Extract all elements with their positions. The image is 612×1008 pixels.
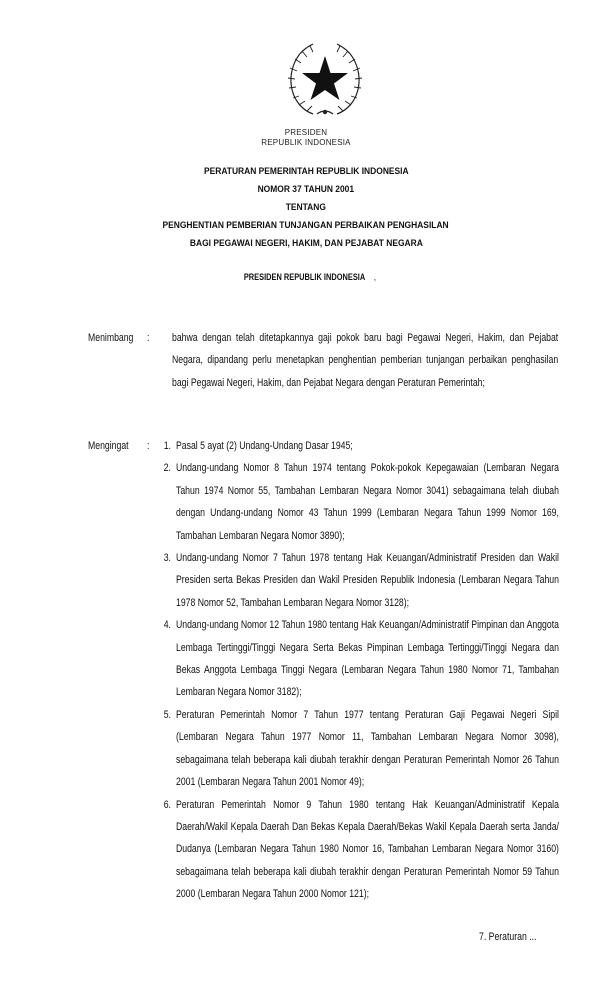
item-text: Undang-undang Nomor 7 Tahun 1978 tentang Hak Keuangan/Administratif Presiden dan Wakil Presiden serta Bekas Presiden dan Wakil Presiden Republik Indonesia (Lembaran Negara Tahun 1978 Nomor 52, Tambahan Lembaran Negara Nomor 3128); xyxy=(176,552,559,609)
item-number: 1. xyxy=(163,440,171,452)
doc-title-subject-line2: BAGI PEGAWAI NEGERI, HAKIM, DAN PEJABAT NEGARA xyxy=(189,238,423,249)
doc-title-subject-line1: PENGHENTIAN PEMBERIAN TUNJANGAN PERBAIKAN PENGHASILAN xyxy=(162,220,450,231)
presidential-seal-emblem xyxy=(283,38,367,122)
item-text: Peraturan Pemerintah Nomor 7 Tahun 1977 tentang Peraturan Gaji Pegawai Negeri Sipil (Lembaran Negara Tahun 1977 Nomor 11, Tambahan Lembaran Negara Nomor 3098), sebagaimana telah beberapa kali diubah terakhir dengan Peraturan Pemerintah Nomor 26 Tahun 2001 (Lembaran Negara Tahun 2001 Nomor 49); xyxy=(176,708,559,789)
menimbang-colon: : xyxy=(147,332,150,344)
mengingat-label: Mengingat xyxy=(88,440,129,452)
item-text: Pasal 5 ayat (2) Undang-Undang Dasar 1945; xyxy=(176,440,353,452)
list-item xyxy=(163,435,559,457)
item-number: 3. xyxy=(163,552,171,565)
item-text: Peraturan Pemerintah Nomor 9 Tahun 1980 tentang Hak Keuangan/Administratif Kepala Daerah/Wakil Kepala Daerah Dan Bekas Kepala Daerah/Bekas Wakil Kepala Daerah serta Janda/ Dudanya (Lembaran Negara Tahun 1980 Nomor 16, Tambahan Lembaran Negara Nomor 3160) sebagaimana telah beberapa kali diubah terakhir dengan Peraturan Pemerintah Nomor 59 Tahun 2000 (Lembaran Negara Tahun 2000 Nomor 121); xyxy=(176,798,559,901)
list-item xyxy=(163,547,559,614)
item-number: 2. xyxy=(163,462,171,475)
letterhead-republik-indonesia: REPUBLIK INDONESIA xyxy=(261,138,351,147)
item-text: Undang-undang Nomor 12 Tahun 1980 tentang Hak Keuangan/Administratif Pimpinan dan Anggota Lembaga Tertinggi/Tinggi Negara Serta Bekas Pimpinan Lembaga Tertinggi/Tinggi Negara dan Bekas Anggota Lembaga Tinggi Negara (Lembaran Negara Tahun 1980 Nomor 71, Tambahan Lembaran Negara Nomor 3182); xyxy=(176,619,559,699)
item-number: 4. xyxy=(163,619,171,632)
menimbang-label: Menimbang xyxy=(88,332,134,344)
list-item xyxy=(163,614,559,704)
list-item xyxy=(163,794,559,906)
mengingat-colon: : xyxy=(147,440,150,452)
item-number: 6. xyxy=(163,798,171,811)
menimbang-text: bahwa dengan telah ditetapkannya gaji pokok baru bagi Pegawai Negeri, Hakim, dan Pejabat Negara, dipandang perlu menetapkan penghentian pemberian tunjangan perbaikan penghasilan bagi Pegawai Negeri, Hakim, dan Pejabat Negara dengan Peraturan Pemerintah; xyxy=(172,332,559,389)
list-item xyxy=(163,704,559,794)
doc-title-tentang: TENTANG xyxy=(285,202,327,213)
mengingat-list xyxy=(163,435,559,906)
president-heading: PRESIDEN REPUBLIK INDONESIA , xyxy=(244,272,376,283)
item-number: 5. xyxy=(163,708,171,721)
letterhead-presiden: PRESIDEN xyxy=(284,128,328,137)
page-continuation: 7. Peraturan ... xyxy=(479,931,537,943)
item-text: Undang-undang Nomor 8 Tahun 1974 tentang Pokok-pokok Kepegawaian (Lembaran Negara Tahun 1974 Nomor 55, Tambahan Lembaran Negara Nomor 3041) sebagaimana telah diubah dengan Undang-undang Nomor 43 Tahun 1999 (Lembaran Negara Tahun 1999 Nomor 169, Tambahan Lembaran Negara Nomor 3890); xyxy=(176,462,559,542)
doc-title-line1: PERATURAN PEMERINTAH REPUBLIK INDONESIA xyxy=(203,166,409,177)
doc-title-number: NOMOR 37 TAHUN 2001 xyxy=(257,184,355,195)
list-item xyxy=(163,457,559,547)
